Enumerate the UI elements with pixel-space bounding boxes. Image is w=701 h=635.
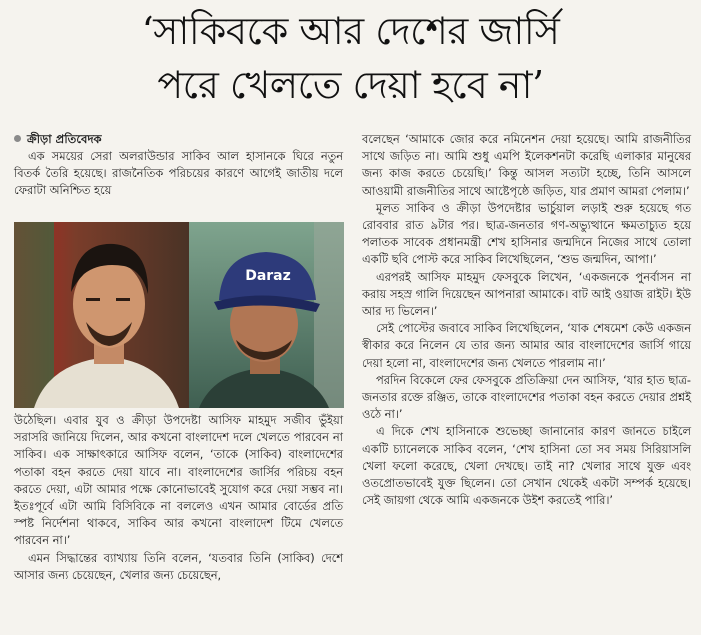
- paragraph: পরদিন বিকেলে ফের ফেসবুকে প্রতিক্রিয়া দেন আসিফ, ‘যার হাত ছাত্র-জনতার রক্তে রঞ্জিত, তাকে বাংলাদেশের পতাকা বহন করতে দেয়ার প্রশ্নই ওঠে না।’: [362, 372, 691, 422]
- left-column-bottom: [14, 412, 343, 584]
- bullet-icon: [14, 135, 21, 142]
- byline: [14, 131, 343, 148]
- paragraph: সেই পোস্টের জবাবে সাকিব লিখেছিলেন, ‘যাক শেষমেশ কেউ একজন স্বীকার করে নিলেন যে তার জন্য আমার আর বাংলাদেশের জার্সি গায়ে দেয়া হলো না, বাংলাদেশের জন্য খেলতে পারলাম না।’: [362, 321, 691, 370]
- paragraph: উঠেছিল। এবার যুব ও ক্রীড়া উপদেষ্টা আসিফ মাহমুদ সজীব ভুঁইয়া সরাসরি জানিয়ে দিলেন, আর কখনো বাংলাদেশ দলে খেলতে পারবেন না সাকিব। এক সাক্ষাৎকারে আসিফ বলেন, ‘তাকে (সাকিব) বাংলাদেশের পতাকা বহন করতে দেয়া যাবে না। বাংলাদেশের জার্সির পরিচয় বহন করতে দেয়া, এটা আমার পক্ষে কোনোভাবেই সুযোগ করে দেয়া সম্ভব না। ইতঃপূর্বে এটা আমি বিসিবিকে না বললেও এখন আমার বোর্ডের প্রতি স্পষ্ট নির্দেশনা থাকবে, সাকিব আর কখনো বাংলাদেশ টিমে খেলতে পারবেন না।’: [14, 413, 343, 548]
- paragraph: এ দিকে শেখ হাসিনাকে শুভেচ্ছা জানানোর কারণ জানতে চাইলে একটি চ্যানেলকে সাকিব বলেন, ‘শেখ হাসিনা তো সব সময় সিরিয়াসলি খেলা ফলো করেছে, খেলা দেখছে। তাই না? খেলার সাথে যুক্ত এবং ওতপ্রোতভাবেই যুক্ত ছিলেন। তো সেখান থেকেই একটা সম্পর্ক হয়েছে। সেই জায়গা থেকে আমি একজনকে উইশ করতেই পারি।’: [362, 424, 691, 508]
- paragraph: মূলত সাকিব ও ক্রীড়া উপদেষ্টার ভার্চুয়াল লড়াই শুরু হয়েছে গত রোববার রাত ৯টার পর। ছাত্র-জনতার গণ-অভ্যুত্থানে ক্ষমতাচ্যুত হয়ে পলাতক সাবেক প্রধানমন্ত্রী শেখ হাসিনার জন্মদিনে নিজের সাথে তোলা একটি ছবি পোস্ট করে সাকিব লিখেছিলেন, ‘শুভ জন্মদিন, আপা।’: [362, 200, 691, 267]
- paragraph: বলেছেন ‘আমাকে জোর করে নমিনেশন দেয়া হয়েছে। আমি রাজনীতির সাথে জড়িত না। আমি শুধু এমপি ইলেকশনটা করেছি এলাকার মানুষের জন্য কাজ করতে চেয়েছি।’ কিন্তু আসল সত্যটা হচ্ছে, তিনি আসলে আওয়ামী রাজনীতির সাথে আষ্টেপৃষ্ঠে জড়িত, যার প্রমাণ আমরা পেলাম।’: [362, 132, 691, 198]
- article-photo: [14, 222, 344, 408]
- right-column: [362, 131, 691, 509]
- left-column-top: [14, 131, 343, 200]
- paragraph: এরপরই আসিফ মাহমুদ ফেসবুকে লিখেন, ‘একজনকে পুনর্বাসন না করায় সহস্র গালি দিয়েছেন আপনারা আমাকে। বাট আই ওয়াজ রাইট। ইউ আর দ্য ভিলেন।’: [362, 269, 691, 319]
- headline-line-1: ‘সাকিবকে আর দেশের জার্সি: [141, 9, 560, 53]
- byline-text: ক্রীড়া প্রতিবেদক: [27, 132, 102, 146]
- headline: [0, 4, 701, 112]
- paragraph: এমন সিদ্ধান্তের ব্যাখ্যায় তিনি বলেন, ‘যতবার তিনি (সাকিব) দেশে আসার জন্য চেয়েছেন, খেলার জন্য চেয়েছেন,: [14, 550, 343, 582]
- paragraph: এক সময়ের সেরা অলরাউন্ডার সাকিব আল হাসানকে ঘিরে নতুন বিতর্ক তৈরি হয়েছে। রাজনৈতিক পরিচয়ের কারণে আগেই জাতীয় দলে ফেরাটা অনিশ্চিত হয়ে: [14, 149, 343, 198]
- cap-logo-text: Daraz: [245, 268, 291, 284]
- headline-line-2: পরে খেলতে দেয়া হবে না’: [157, 63, 544, 107]
